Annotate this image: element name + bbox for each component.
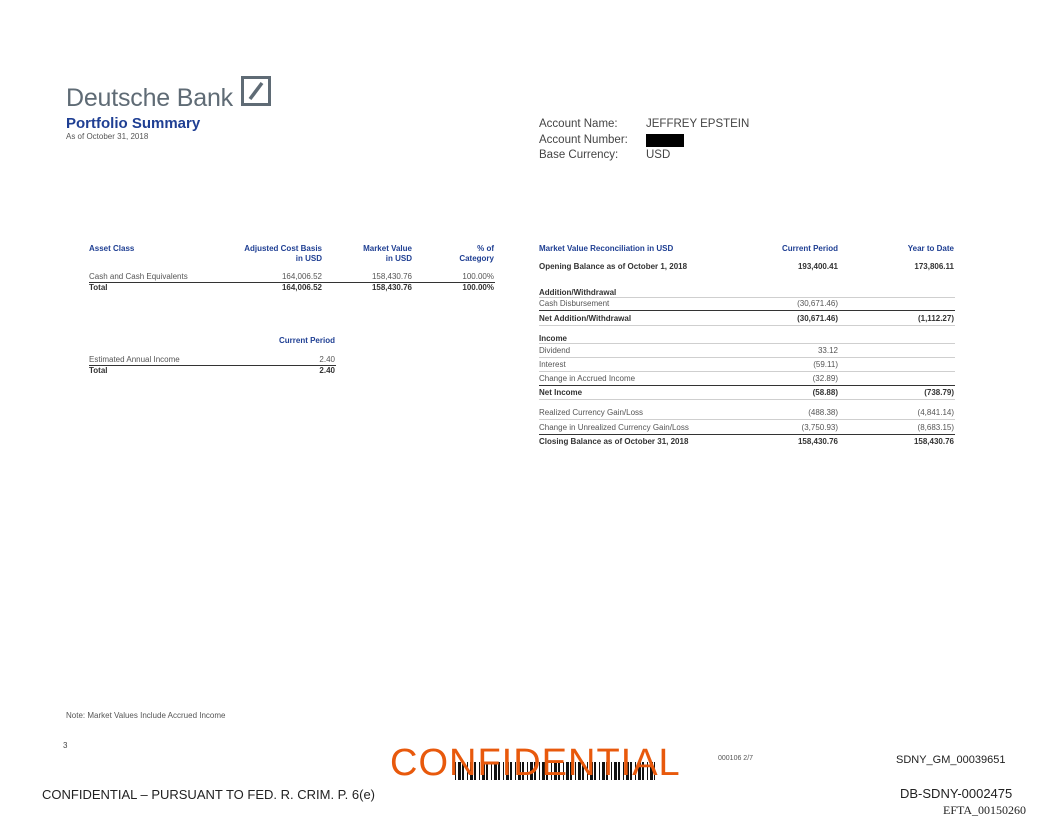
cost-basis-header: Adjusted Cost Basis in USD [244,244,322,263]
efta-number: EFTA_00150260 [943,803,1027,817]
asset-class-header: Asset Class [89,244,135,253]
closing-balance-label: Closing Balance as of October 31, 2018 [539,437,689,446]
net-addition-current: (30,671.46) [797,314,838,323]
opening-balance-current: 193,400.41 [797,262,838,271]
income-current-period-header: Current Period [278,336,335,345]
net-addition-label: Net Addition/Withdrawal [539,314,632,323]
asset-total-label: Total [89,283,108,292]
unrealized-gain-ytd: (8,683.15) [917,423,954,432]
interest-current: (59.11) [813,360,838,369]
as-of-date: As of October 31, 2018 [66,132,149,141]
asset-total-market: 158,430.76 [371,283,412,292]
confidential-stamp: CONFIDENTIAL [390,742,681,784]
deutsche-bank-logo-icon [241,76,271,106]
accrued-income-label: Change in Accrued Income [539,374,636,383]
addition-withdrawal-heading: Addition/Withdrawal [539,288,617,297]
market-value-header: Market Value in USD [363,244,412,263]
dividend-current: 33.12 [817,346,838,355]
divider [539,371,955,372]
divider [539,399,955,400]
realized-gain-label: Realized Currency Gain/Loss [539,408,644,417]
opening-balance-label: Opening Balance as of October 1, 2018 [539,262,688,271]
income-total-label: Total [89,366,108,375]
recon-title-header: Market Value Reconciliation in USD [539,244,674,253]
confidential-notice: CONFIDENTIAL – PURSUANT TO FED. R. CRIM. P. 6(e) [42,787,376,802]
realized-gain-current: (488.38) [808,408,838,417]
pct-category-header: % of Category [459,244,494,263]
opening-balance-ytd: 173,806.11 [914,262,954,271]
account-number-label: Account Number: [539,133,628,146]
account-name-value: JEFFREY EPSTEIN [646,118,750,130]
realized-gain-ytd: (4,841.14) [917,408,954,417]
divider [539,434,955,435]
interest-label: Interest [539,360,566,369]
base-currency-value: USD [646,149,671,161]
income-heading: Income [539,334,568,343]
net-income-current: (58.88) [812,388,838,397]
asset-total-pct: 100.00% [462,283,494,292]
unrealized-gain-label: Change in Unrealized Currency Gain/Loss [539,423,689,432]
footnote: Note: Market Values Include Accrued Income [66,711,226,720]
asset-total-cost: 164,006.52 [281,283,322,292]
recon-current-header: Current Period [781,244,838,253]
asset-row-market: 158,430.76 [371,272,412,281]
net-addition-ytd: (1,112.27) [917,314,954,323]
page-title: Portfolio Summary [66,115,201,132]
asset-row-name: Cash and Cash Equivalents [89,272,188,281]
income-row-label: Estimated Annual Income [89,355,180,364]
base-currency-label: Base Currency: [539,149,619,161]
closing-balance-current: 158,430.76 [797,437,838,446]
dividend-label: Dividend [539,346,571,355]
divider [539,297,955,298]
account-number-redaction [646,134,684,147]
cash-disbursement-label: Cash Disbursement [539,299,610,308]
document-code: 000106 2/7 [718,755,754,762]
income-row-value: 2.40 [319,355,335,364]
account-name-label: Account Name: [539,118,618,130]
divider [539,343,955,344]
accrued-income-current: (32.89) [812,374,838,383]
account-info [539,117,749,164]
income-total-value: 2.40 [319,366,335,375]
divider [539,385,955,386]
net-income-label: Net Income [539,388,583,397]
sdny-gm-number: SDNY_GM_00039651 [896,754,1006,766]
recon-ytd-header: Year to Date [907,244,954,253]
page-number: 3 [63,741,68,750]
db-sdny-number: DB-SDNY-0002475 [900,786,1013,801]
closing-balance-ytd: 158,430.76 [913,437,954,446]
brand-name: Deutsche Bank [66,84,233,112]
divider [539,325,955,326]
unrealized-gain-current: (3,750.93) [801,423,838,432]
net-income-ytd: (738.79) [924,388,954,397]
asset-row-cost: 164,006.52 [281,272,322,281]
divider [539,419,955,420]
divider [539,310,955,311]
divider [539,357,955,358]
cash-disbursement-current: (30,671.46) [797,299,838,308]
asset-row-pct: 100.00% [462,272,494,281]
